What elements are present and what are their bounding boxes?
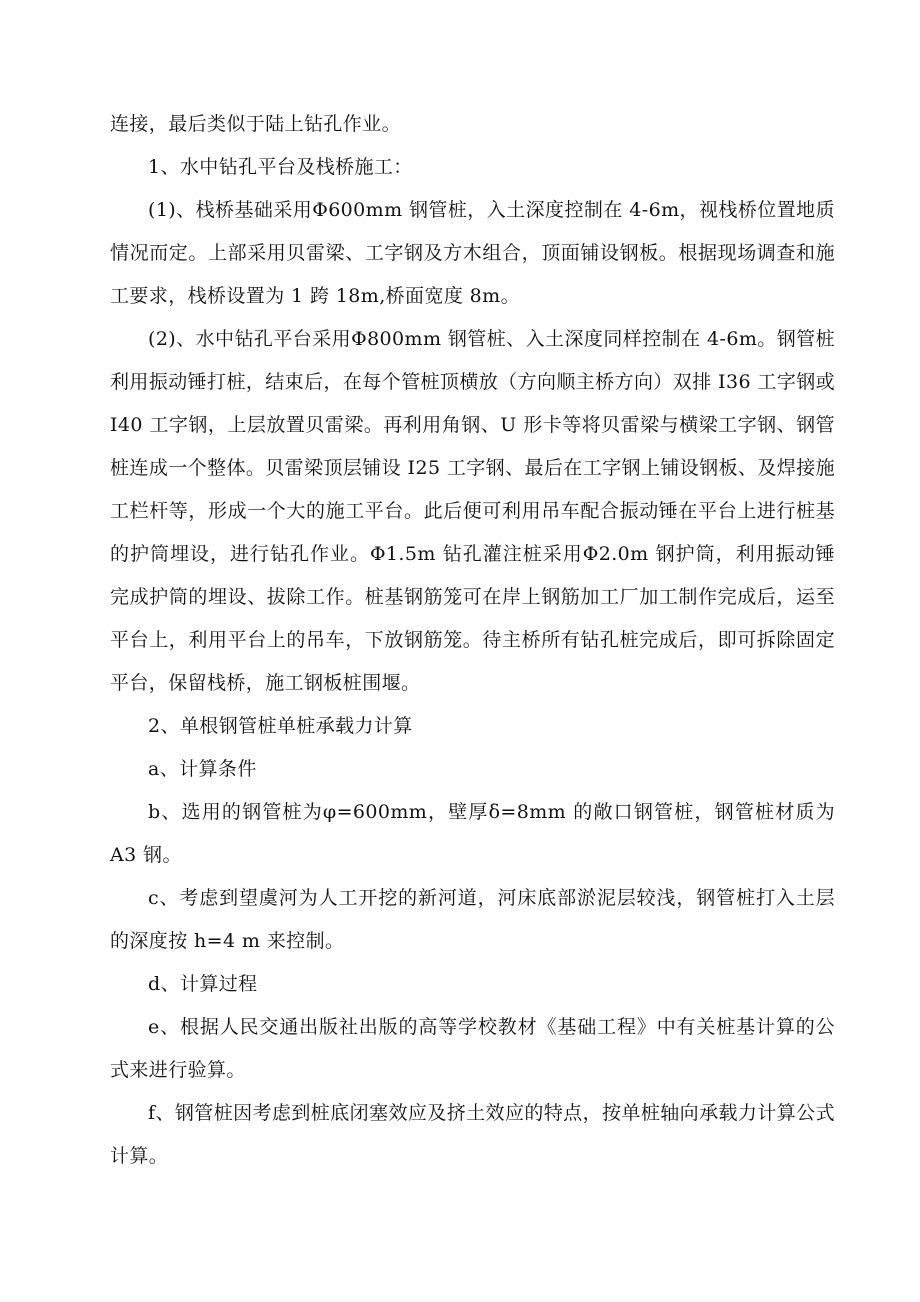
heading-1-platform-trestle: 1、水中钻孔平台及栈桥施工：: [148, 156, 413, 178]
item-a-conditions: a、计算条件: [148, 758, 257, 780]
paragraph-drilling-platform: (2)、水中钻孔平台采用Φ800mm 钢管桩、入土深度同样控制在 4-6m。钢管桩利用振动锤打桩，结束后，在每个管桩顶横放（方向顺主桥方向）双排 I36 工字钢或 I40 工字钢，上层放置贝雷梁。再利用角钢、U 形卡等将贝雷梁与横梁工字钢、钢管桩连成一个整体。贝雷梁顶层铺设 I25 工字钢、最后在工字钢上铺设钢板、及焊接施工栏杆等，形成一个大的施工平台。此后便可利用吊车配合振动锤在平台上进行桩基的护筒埋设，进行钻孔作业。Φ1.5m 钻孔灌注桩采用Φ2.0m 钢护筒，利用振动锤完成护筒的埋设、拔除工作。桩基钢筋笼可在岸上钢筋加工厂加工制作完成后，运至平台上，利用平台上的吊车，下放钢筋笼。待主桥所有钻孔桩完成后，即可拆除固定平台，保留栈桥，施工钢板桩围堰。: [110, 328, 835, 694]
item-d-process: d、计算过程: [148, 973, 258, 995]
item-c-depth: c、考虑到望虞河为人工开挖的新河道，河床底部淤泥层较浅，钢管桩打入土层的深度按 h=4 m 来控制。: [110, 887, 835, 952]
item-f-formula: f、钢管桩因考虑到桩底闭塞效应及挤土效应的特点，按单桩轴向承载力计算公式计算。: [110, 1102, 835, 1167]
item-e-textbook: e、根据人民交通出版社出版的高等学校教材《基础工程》中有关桩基计算的公式来进行验算。: [110, 1016, 835, 1081]
paragraph-trestle-foundation: (1)、栈桥基础采用Φ600mm 钢管桩，入土深度控制在 4-6m，视栈桥位置地质情况而定。上部采用贝雷梁、工字钢及方木组合，顶面铺设钢板。根据现场调查和施工要求，栈桥设置为 1 跨 18m,桥面宽度 8m。: [110, 199, 835, 307]
document-body: [110, 103, 835, 1178]
item-b-pile-spec: b、选用的钢管桩为φ=600mm，壁厚δ=8mm 的敞口钢管桩，钢管桩材质为 A3 钢。: [110, 801, 835, 866]
paragraph-continuation: 连接，最后类似于陆上钻孔作业。: [110, 113, 402, 135]
heading-2-bearing-capacity: 2、单根钢管桩单桩承载力计算: [148, 715, 413, 737]
